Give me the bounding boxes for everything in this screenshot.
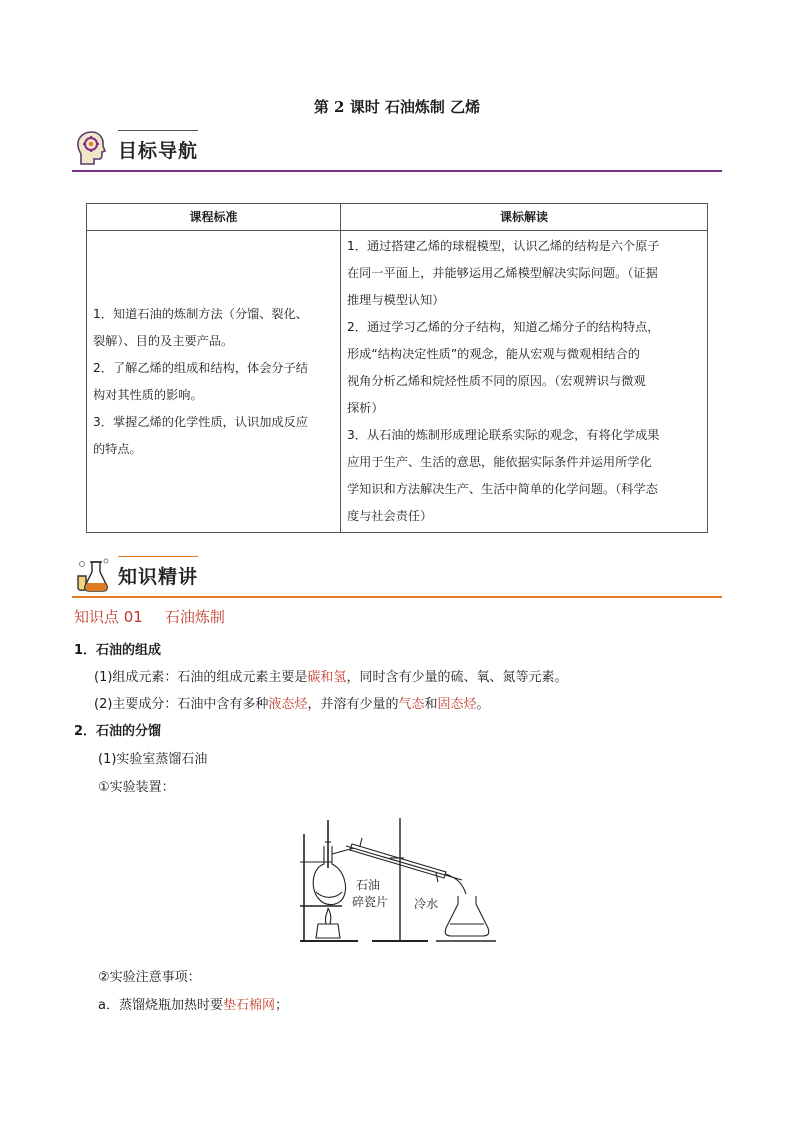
standard-interpretation-cell xyxy=(341,231,708,533)
paragraph-components xyxy=(94,695,490,715)
highlight-text: 气态 xyxy=(398,697,425,712)
standards-table xyxy=(86,203,708,533)
section-header-knowledge xyxy=(72,554,722,598)
brain-gear-icon xyxy=(72,128,112,168)
standard-line: 的特点。 xyxy=(93,441,142,456)
section-header-goals xyxy=(72,128,722,172)
highlight-text: 碳和氢 xyxy=(307,670,347,685)
standard-line: 2．了解乙烯的组成和结构，体会分子结 xyxy=(93,360,308,375)
section-label-goals: 目标导航 xyxy=(118,140,199,162)
text: 和 xyxy=(424,697,438,712)
interpretation-line: 推理与模型认知） xyxy=(347,293,445,307)
knowledge-point-name: 石油炼制 xyxy=(164,608,225,626)
table-header-row xyxy=(87,204,708,231)
standard-line: 1．知道石油的炼制方法（分馏、裂化、 xyxy=(93,306,308,321)
label-chips: 碎瓷片 xyxy=(352,895,389,909)
table-row xyxy=(87,231,708,533)
paragraph-apparatus: ①实验装置： xyxy=(98,780,175,795)
header-accent-line xyxy=(118,556,198,557)
standard-line: 3．掌握乙烯的化学性质，认识加成反应 xyxy=(93,414,308,429)
text: (2)主要成分：石油中含有多种 xyxy=(94,697,269,712)
heading-petroleum-composition: 1．石油的组成 xyxy=(74,643,162,658)
interpretation-line: 探析） xyxy=(347,401,384,415)
knowledge-point-number: 知识点 01 xyxy=(74,608,143,626)
text: a．蒸馏烧瓶加热时要 xyxy=(98,998,223,1013)
interpretation-line: 度与社会责任） xyxy=(347,509,433,523)
knowledge-point-title xyxy=(74,606,247,627)
highlight-text: 垫石棉网 xyxy=(222,998,275,1013)
label-oil: 石油 xyxy=(356,878,381,892)
interpretation-line: 2．通过学习乙烯的分子结构，知道乙烯分子的结构特点， xyxy=(347,320,660,334)
interpretation-line: 学知识和方法解决生产、生活中简单的化学问题。（科学态 xyxy=(347,482,658,496)
page-title: 第 2 课时 石油炼制 乙烯 xyxy=(313,98,481,116)
text: ，同时含有少量的硫、氧、氮等元素。 xyxy=(346,670,568,685)
heading-fractional-distillation: 2．石油的分馏 xyxy=(74,724,162,739)
section-rule-orange xyxy=(72,596,722,598)
text: (1)组成元素：石油的组成元素主要是 xyxy=(94,670,308,685)
interpretation-line: 在同一平面上，并能够运用乙烯模型解决实际问题。（证据 xyxy=(347,266,658,280)
lab-flask-icon xyxy=(72,554,112,594)
interpretation-line: 应用于生产、生活的意思，能依据实际条件并运用所学化 xyxy=(347,455,652,469)
standard-line: 裂解）、目的及主要产品。 xyxy=(93,333,234,348)
standard-line: 构对其性质的影响。 xyxy=(93,387,203,402)
paragraph-lab-distillation: (1)实验室蒸馏石油 xyxy=(98,752,208,767)
distillation-apparatus-figure xyxy=(296,816,496,944)
header-accent-line xyxy=(118,130,198,131)
paragraph-precautions: ②实验注意事项： xyxy=(98,970,201,985)
highlight-text: 液态烃 xyxy=(268,697,308,712)
interpretation-line: 形成“结构决定性质”的观念，能从宏观与微观相结合的 xyxy=(347,347,640,361)
paragraph-elements xyxy=(94,668,567,688)
section-label-knowledge: 知识精讲 xyxy=(118,566,199,588)
paragraph-precaution-a xyxy=(98,996,288,1016)
label-water: 冷水 xyxy=(414,897,439,911)
text: ； xyxy=(274,998,288,1013)
text: 。 xyxy=(476,697,490,712)
interpretation-line: 视角分析乙烯和烷烃性质不同的原因。（宏观辨识与微观 xyxy=(347,374,646,388)
table-header: 课标解读 xyxy=(341,204,708,231)
section-rule-purple xyxy=(72,170,722,172)
text: ，并溶有少量的 xyxy=(307,697,399,712)
table-header: 课程标准 xyxy=(87,204,341,231)
highlight-text: 固态烃 xyxy=(437,697,477,712)
course-standard-cell xyxy=(87,231,341,533)
interpretation-line: 3．从石油的炼制形成理论联系实际的观念，有将化学成果 xyxy=(347,428,660,442)
interpretation-line: 1．通过搭建乙烯的球棍模型，认识乙烯的结构是六个原子 xyxy=(347,239,660,253)
